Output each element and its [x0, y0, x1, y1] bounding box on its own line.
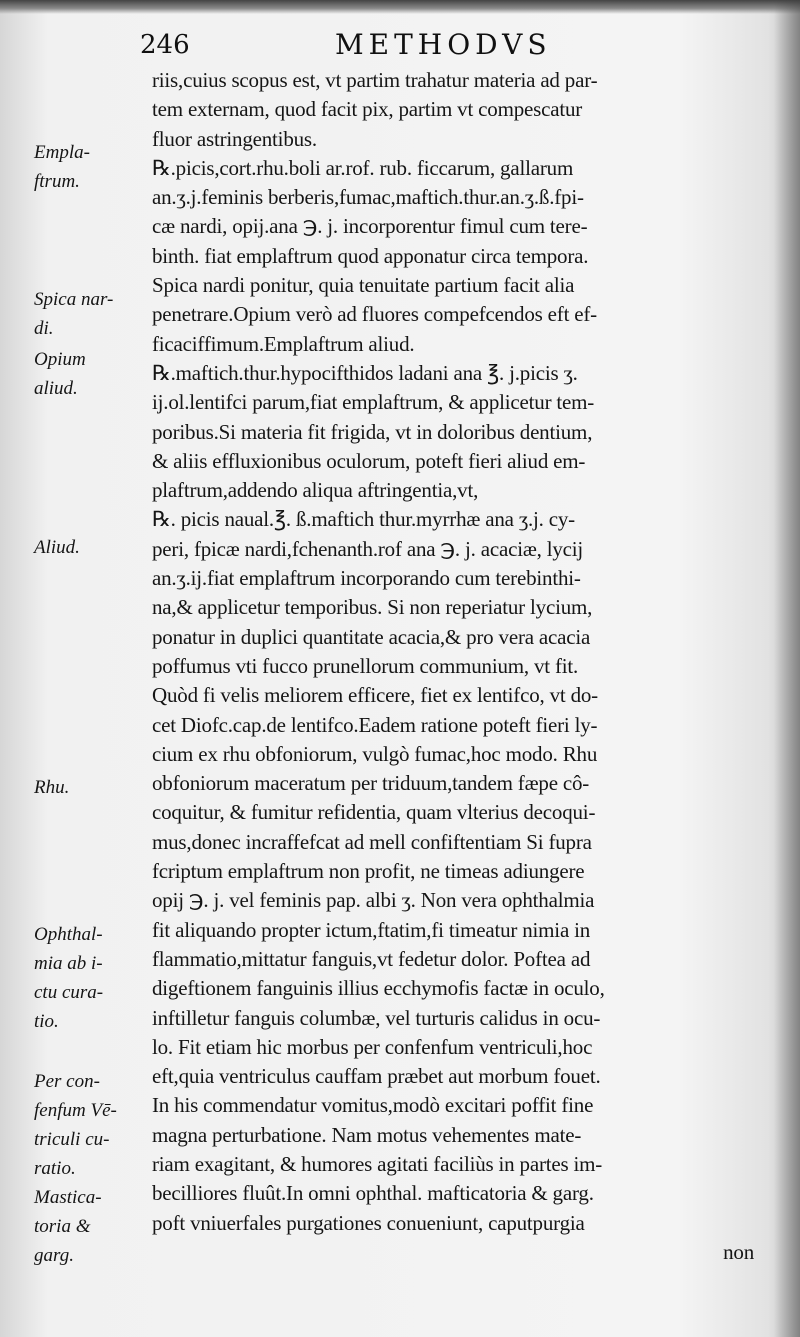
top-edge-shadow: [0, 0, 800, 14]
text-line: magna perturbatione. Nam motus vehementes mate-: [152, 1122, 582, 1147]
text-line: riis,cuius scopus est, vt partim trahatur materia ad par-: [152, 68, 598, 92]
catchword: non: [723, 1239, 754, 1264]
text-line: penetrare.Opium verò ad fluores compefcendos eft ef-: [152, 302, 597, 327]
text-line: & aliis effluxionibus oculorum, poteft fieri aliud em-: [152, 448, 586, 473]
text-line: poft vniuerfales purgationes conueniunt, caputpurgia: [152, 1210, 585, 1235]
margin-note-ophthalmia: Ophthal- mia ab i- ctu cura- tio.: [34, 924, 104, 1032]
margin-note-spica-nardi: Spica nar- di.: [34, 289, 114, 339]
text-line: ℞. picis naual.℥. ß.maftich thur.myrrhæ ana ʒ.j. cy-: [152, 507, 575, 532]
text-line: In his commendatur vomitus,modò excitari poffit fine: [152, 1093, 594, 1118]
text-line: inftilletur fanguis columbæ, vel turturis calidus in ocu-: [152, 1005, 601, 1030]
spine-shadow: [774, 0, 800, 1337]
margin-note-emplastrum: Empla- ftrum.: [34, 142, 90, 192]
text-line: flammatio,mittatur fanguis,vt fedetur dolor. Poftea ad: [152, 946, 591, 971]
text-line: mus,donec incraffefcat ad mell confiftentiam Si fupra: [152, 829, 592, 854]
text-line: becilliores fluût.In omni ophthal. mafticatoria & garg.: [152, 1181, 594, 1206]
text-line: peri, fpicæ nardi,fchenanth.rof ana ℈. j. acaciæ, lycij: [152, 536, 584, 561]
margin-note-consensus-ventriculi: Per con- fenfum Vē- triculi cu- ratio.: [34, 1071, 117, 1179]
text-line: binth. fiat emplaftrum quod apponatur circa tempora.: [152, 243, 589, 268]
margin-note-aliud: Aliud.: [34, 537, 80, 558]
text-line: obfoniorum maceratum per triduum,tandem fæpe cô-: [152, 771, 590, 796]
text-line: lo. Fit etiam hic morbus per confenfum ventriculi,hoc: [152, 1034, 593, 1059]
text-line: plaftrum,addendo aliqua aftringentia,vt,: [152, 478, 479, 503]
text-line: na,& applicetur temporibus. Si non reperiatur lycium,: [152, 595, 593, 620]
text-line: opij ℈. j. vel feminis pap. albi ʒ. Non vera ophthalmia: [152, 888, 595, 913]
margin-note-masticatoria: Mastica- toria & garg.: [34, 1187, 102, 1266]
text-line: poffumus vti fucco prunellorum communium, vt fit.: [152, 653, 579, 678]
text-line: ponatur in duplici quantitate acacia,& pro vera acacia: [152, 624, 591, 649]
text-line: fcriptum emplaftrum non profit, ne timeas adiungere: [152, 859, 585, 884]
text-line: Quòd fi velis meliorem efficere, fiet ex lentifco, vt do-: [152, 683, 598, 708]
text-line: ij.ol.lentifci parum,fiat emplaftrum, & applicetur tem-: [152, 390, 595, 415]
text-line: eft,quia ventriculus cauffam præbet aut morbum fouet.: [152, 1064, 601, 1089]
text-line: cæ nardi, opij.ana ℈. j. incorporentur fimul cum tere-: [152, 214, 588, 239]
text-line: riam exagitant, & humores agitati faciliùs in partes im-: [152, 1151, 603, 1176]
text-line: fit aliquando propter ictum,ftatim,fi timeatur nimia in: [152, 917, 591, 942]
text-line: digeftionem fanguinis illius ecchymofis factæ in oculo,: [152, 976, 605, 1001]
text-line: cet Diofc.cap.de lentifco.Eadem ratione poteft fieri ly-: [152, 712, 598, 737]
text-line: ℞.maftich.thur.hypocifthidos ladani ana ℥. j.picis ʒ.: [152, 360, 578, 385]
body-text: [152, 66, 762, 1267]
text-line: tem externam, quod facit pix, partim vt compescatur: [152, 97, 583, 122]
text-line: an.ʒ.ij.fiat emplaftrum incorporando cum terebinthi-: [152, 566, 581, 591]
margin-note-opium-aliud: Opium aliud.: [34, 349, 86, 399]
text-line: ficaciffimum.Emplaftrum aliud.: [152, 331, 415, 356]
text-line: poribus.Si materia fit frigida, vt in doloribus dentium,: [152, 419, 593, 444]
text-line: coquitur, & fumitur refidentia, quam vlterius decoqui-: [152, 800, 596, 825]
text-line: fluor astringentibus.: [152, 126, 317, 151]
running-head: METHODVS: [335, 28, 552, 61]
page-number: 246: [140, 30, 190, 60]
text-line: ℞.picis,cort.rhu.boli ar.rof. rub. ficcarum, gallarum: [152, 155, 574, 180]
text-line: cium ex rhu obfoniorum, vulgò fumac,hoc modo. Rhu: [152, 741, 598, 766]
text-line: an.ʒ.j.feminis berberis,fumac,maftich.thur.an.ʒ.ß.fpi-: [152, 185, 584, 210]
margin-note-rhu: Rhu.: [34, 777, 70, 798]
text-line: Spica nardi ponitur, quia tenuitate partium facit alia: [152, 273, 575, 298]
